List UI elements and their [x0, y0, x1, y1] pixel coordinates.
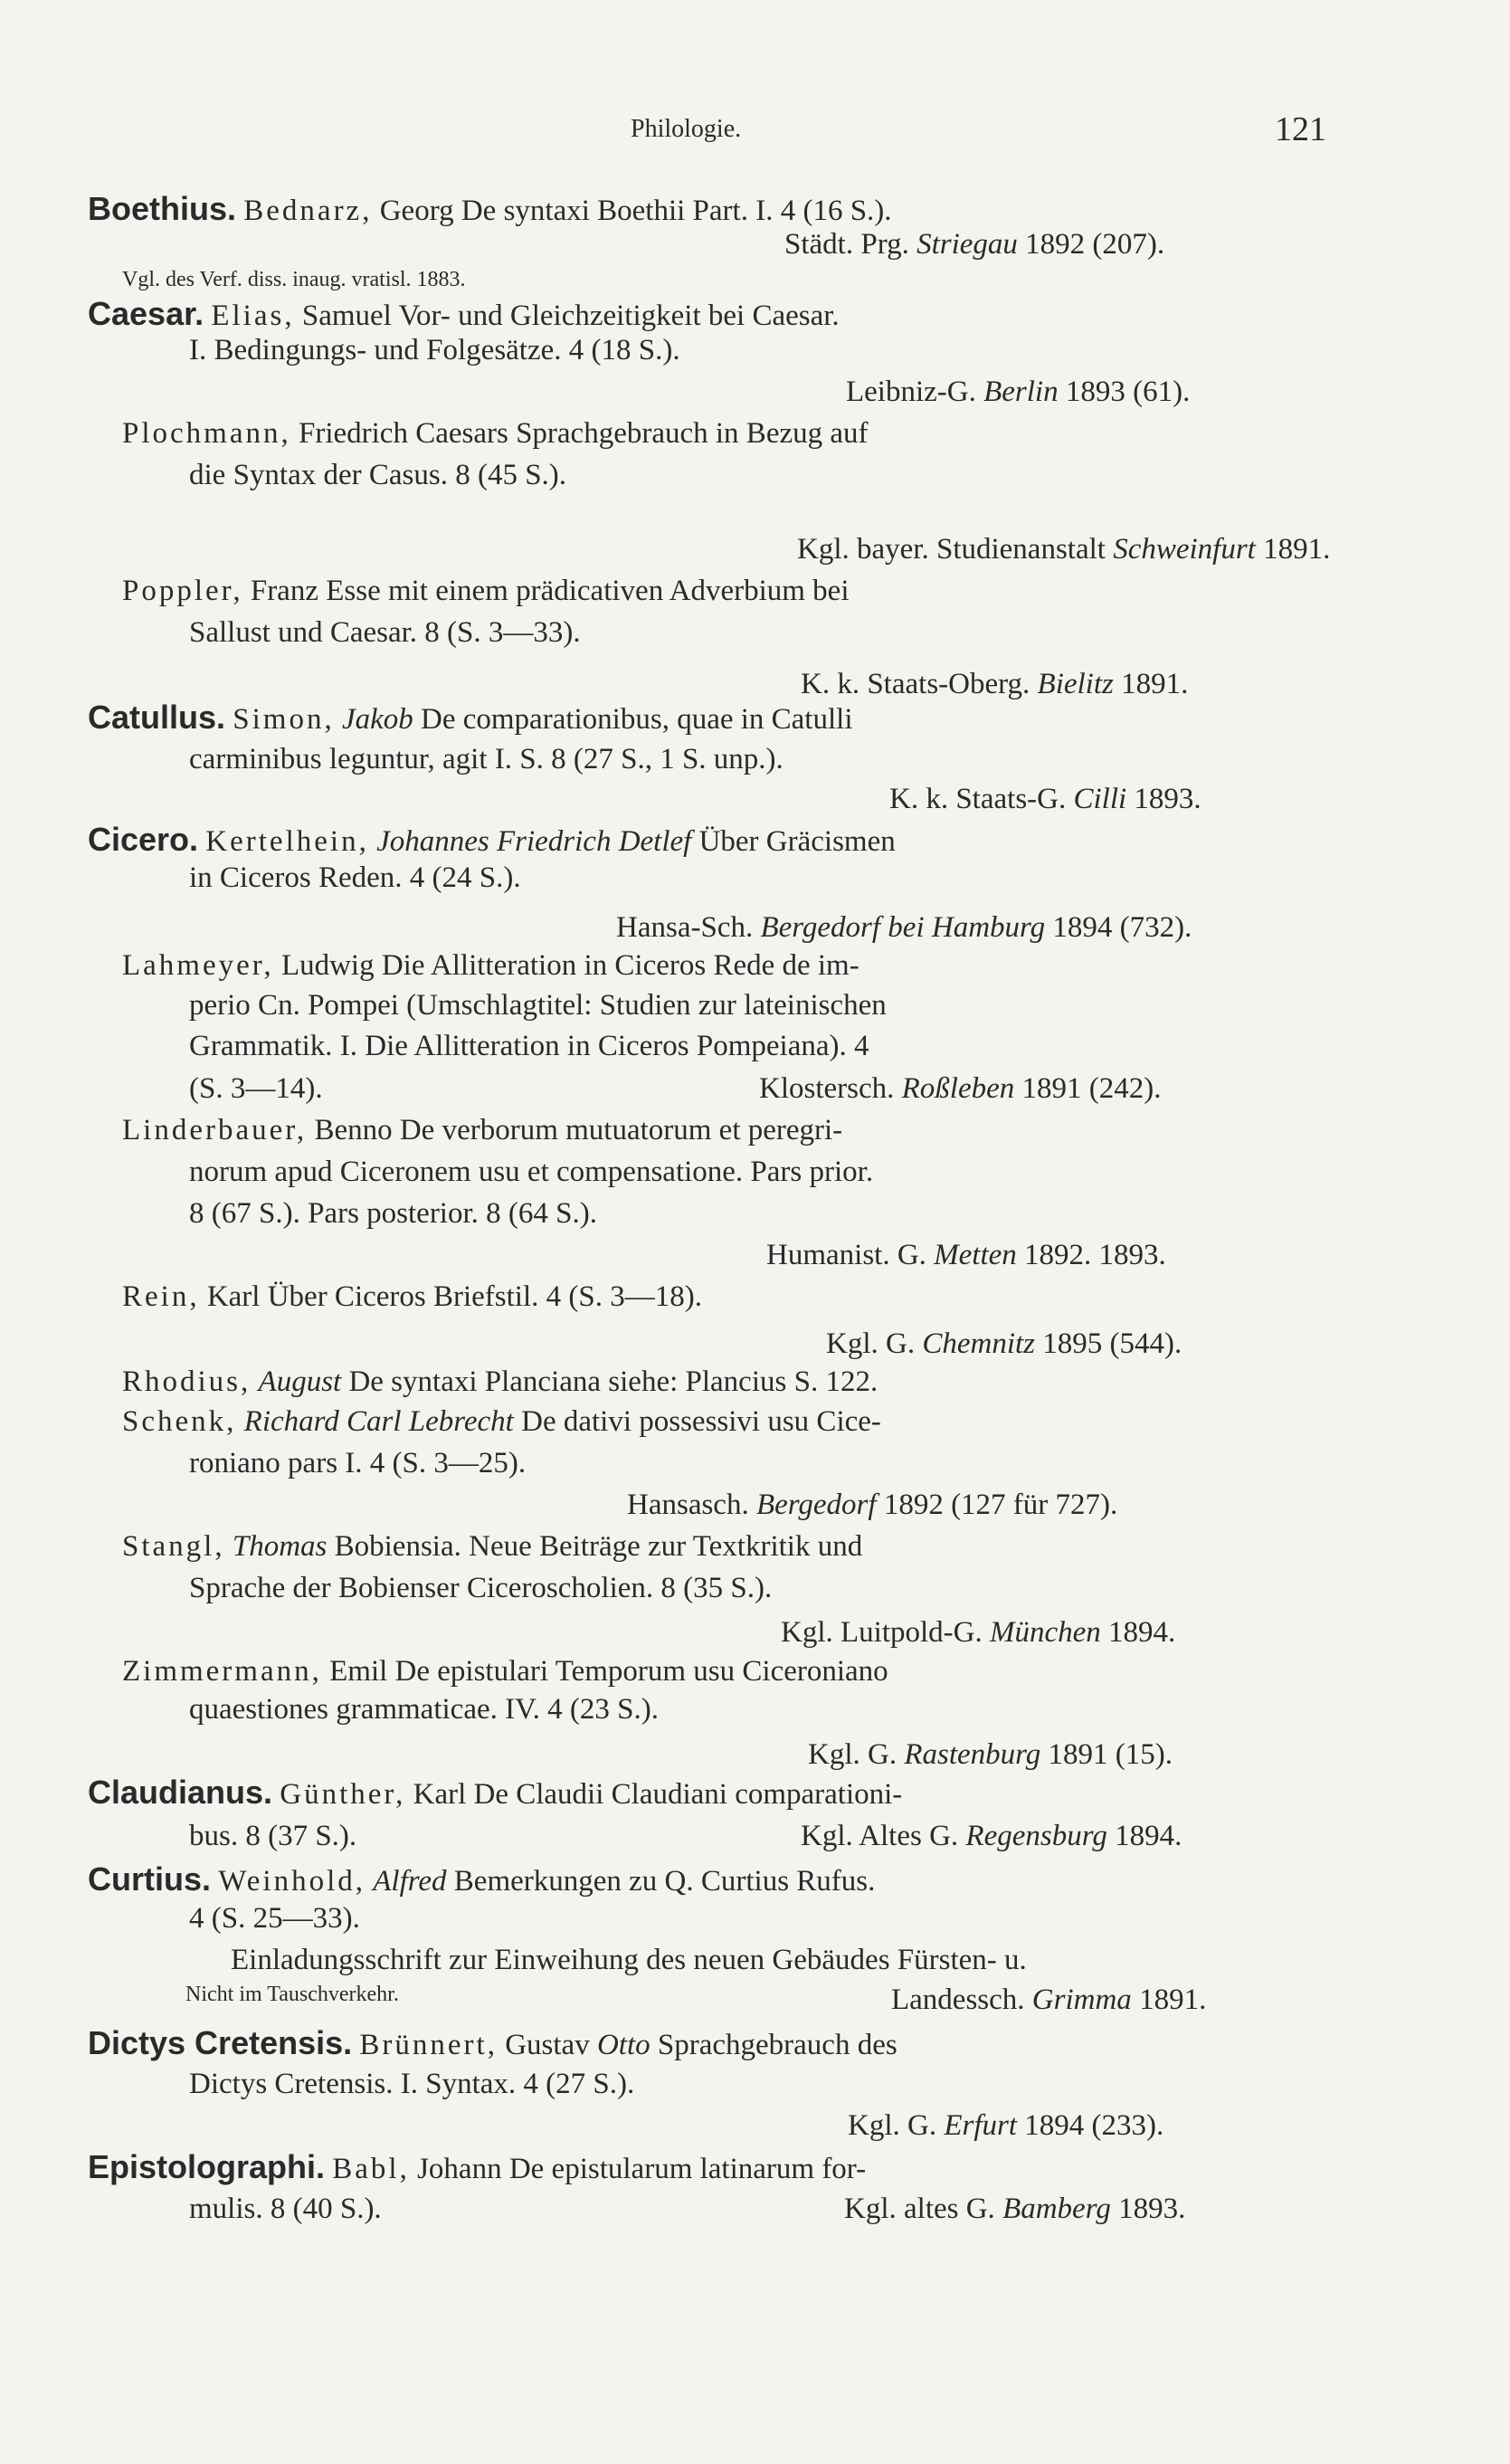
- running-title: Philologie.: [631, 115, 742, 143]
- entry-line: [88, 1770, 902, 1817]
- year: 1894.: [1108, 1616, 1176, 1649]
- page-header: [0, 107, 1510, 152]
- year: 1892. 1893.: [1024, 1239, 1166, 1271]
- note: Vgl. des Verf. diss. inaug. vratisl. 1883.: [122, 268, 466, 291]
- entry-plochmann-line2: [0, 452, 1510, 498]
- entry-lahmeyer-line2: [0, 983, 1510, 1028]
- title-text: De comparationibus, quae in Catulli: [413, 703, 853, 736]
- city: Bielitz: [1037, 668, 1114, 700]
- entry-elias-line3: [0, 369, 1510, 414]
- school: Kgl. Luitpold-G.: [781, 1616, 983, 1649]
- note: Nicht im Tauschverkehr.: [185, 1983, 399, 2006]
- title-text: Sprache der Bobienser Ciceroscholien. 8 (35 S.).: [189, 1572, 773, 1604]
- city: Bamberg: [1002, 2193, 1111, 2225]
- city: Erfurt: [944, 2109, 1018, 2142]
- page-number: 121: [1275, 110, 1326, 148]
- author-heading: Claudianus.: [88, 1774, 273, 1811]
- city: Bergedorf bei Hamburg: [760, 911, 1046, 944]
- entry-dictys-line3: [0, 2103, 1510, 2148]
- first-name: August: [258, 1365, 342, 1398]
- school: Städt. Prg.: [784, 228, 909, 261]
- school-line: [759, 1066, 1162, 1111]
- title-text: Benno De verborum mutuatorum et peregri-: [307, 1114, 843, 1146]
- entry-linderbauer-line4: [0, 1232, 1510, 1278]
- title-text: Sallust und Caesar. 8 (S. 3—33).: [189, 616, 581, 649]
- author-name: Poppler,: [122, 575, 243, 607]
- entry-claudianus-line2: [0, 1813, 1510, 1859]
- school-line: [844, 2186, 1185, 2231]
- entry-epistolographi-line2: [0, 2186, 1510, 2231]
- author-name: Schenk,: [122, 1405, 237, 1438]
- city: Cilli: [1073, 783, 1127, 815]
- title-text: Gustav: [497, 2029, 597, 2061]
- title-text: Franz Esse mit einem prädicativen Adverbium bei: [242, 575, 850, 607]
- entry-schenk-line2: [0, 1441, 1510, 1486]
- school: Humanist. G.: [766, 1239, 926, 1271]
- year: 1894.: [1115, 1820, 1182, 1852]
- title-text: perio Cn. Pompei (Umschlagtitel: Studien zur lateinischen: [189, 989, 887, 1022]
- author-heading: Epistolographi.: [88, 2148, 326, 2185]
- entry-line: [88, 695, 852, 742]
- title-text: Karl De Claudii Claudiani comparationi-: [405, 1778, 903, 1811]
- entry-line: [122, 1274, 702, 1319]
- title-text: Samuel Vor- und Gleichzeitigkeit bei Caesar.: [294, 300, 840, 332]
- first-name: Richard Carl Lebrecht: [243, 1405, 514, 1438]
- author-name: Kertelhein,: [205, 825, 369, 858]
- entry-line: [122, 1359, 878, 1404]
- title-text: roniano pars I. 4 (S. 3—25).: [189, 1447, 527, 1479]
- title-text: carminibus leguntur, agit I. S. 8 (27 S., 1 S. unp.).: [189, 743, 783, 775]
- entry-line: [122, 1524, 862, 1569]
- entry-dictys-line1: [0, 2021, 1510, 2066]
- author-name: Weinhold,: [218, 1865, 366, 1898]
- title-text: Bemerkungen zu Q. Curtius Rufus.: [446, 1865, 876, 1898]
- school-line: [801, 1813, 1182, 1859]
- year: 1892 (207).: [1025, 228, 1165, 261]
- year: 1892 (127 für 727).: [883, 1489, 1118, 1521]
- title-text: Emil De epistulari Temporum usu Ciceroniano: [321, 1655, 888, 1688]
- entry-rhodius-line1: [0, 1359, 1510, 1404]
- first-name: Otto: [596, 2029, 651, 2061]
- entry-dictys-line2: [0, 2061, 1510, 2107]
- title-text: in Ciceros Reden. 4 (24 S.).: [189, 861, 521, 894]
- author-name: Babl,: [332, 2153, 410, 2185]
- entry-plochmann-line1: [0, 411, 1510, 456]
- entry-linderbauer-line3: [0, 1191, 1510, 1236]
- author-heading: Cicero.: [88, 821, 199, 858]
- title-text: mulis. 8 (40 S.).: [189, 2193, 382, 2225]
- author-name: Lahmeyer,: [122, 949, 274, 982]
- author-name: Zimmermann,: [122, 1655, 322, 1688]
- year: 1893.: [1118, 2193, 1186, 2225]
- entry-claudianus-line1: [0, 1770, 1510, 1815]
- school: Hansasch.: [627, 1489, 749, 1521]
- year: 1894 (732).: [1052, 911, 1192, 944]
- year: 1895 (544).: [1042, 1327, 1182, 1360]
- city: Berlin: [983, 376, 1059, 408]
- year: 1893 (61).: [1065, 376, 1191, 408]
- title-text: bus. 8 (37 S.).: [189, 1820, 357, 1852]
- first-name: Jakob: [341, 703, 413, 736]
- year: 1891.: [1139, 1984, 1207, 2016]
- school-line: [627, 1482, 1117, 1527]
- title-text: Karl Über Ciceros Briefstil. 4 (S. 3—18).: [199, 1280, 702, 1313]
- entry-zimmermann-line2: [0, 1687, 1510, 1732]
- school: Klostersch.: [759, 1072, 895, 1105]
- entry-curtius-line4: [0, 1977, 1510, 2022]
- city: Metten: [934, 1239, 1017, 1271]
- school: Kgl. Altes G.: [801, 1820, 959, 1852]
- entry-epistolographi-line1: [0, 2145, 1510, 2190]
- entry-poppler-line2: [0, 610, 1510, 655]
- school-line: [889, 776, 1201, 822]
- city: Bergedorf: [755, 1489, 877, 1521]
- author-name: Stangl,: [122, 1530, 225, 1563]
- entry-catullus-line1: [0, 695, 1510, 740]
- entry-plochmann-line3: [0, 527, 1510, 572]
- entry-line: [122, 1108, 842, 1153]
- first-name: Johannes Friedrich Detlef: [376, 825, 692, 858]
- author-name: Günther,: [280, 1778, 406, 1811]
- city: Chemnitz: [922, 1327, 1036, 1360]
- school: Kgl. bayer. Studienanstalt: [797, 533, 1106, 566]
- entry-line: [122, 943, 859, 988]
- entry-curtius-line2: [0, 1896, 1510, 1941]
- title-text: quaestiones grammaticae. IV. 4 (23 S.).: [189, 1693, 660, 1726]
- year: 1894 (233).: [1024, 2109, 1164, 2142]
- school: Kgl. G.: [808, 1738, 897, 1771]
- school: Kgl. altes G.: [844, 2193, 995, 2225]
- author-name: Rein,: [122, 1280, 200, 1313]
- title-text: 4 (S. 25—33).: [189, 1902, 360, 1935]
- school-line: [848, 2103, 1163, 2148]
- entry-stangl-line2: [0, 1565, 1510, 1611]
- author-name: Simon,: [233, 703, 335, 736]
- entry-linderbauer-line2: [0, 1149, 1510, 1194]
- title-text: die Syntax der Casus. 8 (45 S.).: [189, 459, 567, 491]
- school: K. k. Staats-Oberg.: [801, 668, 1030, 700]
- city: Striegau: [916, 228, 1018, 261]
- entry-lahmeyer-line3: [0, 1023, 1510, 1069]
- entry-lahmeyer-line1: [0, 943, 1510, 988]
- school-line: [891, 1977, 1206, 2022]
- year: 1891 (15).: [1048, 1738, 1173, 1771]
- school: Kgl. G.: [848, 2109, 937, 2142]
- title-text: I. Bedingungs- und Folgesätze. 4 (18 S.).: [189, 334, 680, 366]
- title-text: Johann De epistularum latinarum for-: [409, 2153, 867, 2185]
- entry-schenk-line3: [0, 1482, 1510, 1527]
- author-name: Elias,: [211, 300, 295, 332]
- entry-stangl-line1: [0, 1524, 1510, 1569]
- author-heading: Boethius.: [88, 190, 237, 227]
- entry-catullus-line2: [0, 737, 1510, 782]
- year: 1893.: [1134, 783, 1201, 815]
- city: Regensburg: [965, 1820, 1107, 1852]
- title-text: De syntaxi Planciana siehe: Plancius S. 122.: [341, 1365, 878, 1398]
- title-text: Ludwig Die Allitteration in Ciceros Rede de im-: [273, 949, 859, 982]
- city: München: [989, 1616, 1101, 1649]
- author-heading: Dictys Cretensis.: [88, 2024, 353, 2061]
- author-heading: Caesar.: [88, 295, 204, 332]
- school-line: [766, 1232, 1166, 1278]
- title-text: 8 (67 S.). Pars posterior. 8 (64 S.).: [189, 1197, 597, 1230]
- school-line: [846, 369, 1190, 414]
- city: Rastenburg: [904, 1738, 1041, 1771]
- author-heading: Curtius.: [88, 1860, 212, 1898]
- year: 1891.: [1121, 668, 1189, 700]
- entry-rein-line1: [0, 1274, 1510, 1319]
- entry-line: [122, 411, 869, 456]
- first-name: Thomas: [232, 1530, 328, 1563]
- school: Landessch.: [891, 1984, 1025, 2016]
- author-heading: Catullus.: [88, 699, 226, 736]
- city: Schweinfurt: [1113, 533, 1256, 566]
- entry-poppler-line1: [0, 568, 1510, 614]
- title-text: norum apud Ciceronem usu et compensatione. Pars prior.: [189, 1156, 874, 1188]
- title-text: Grammatik. I. Die Allitteration in Ciceros Pompeiana). 4: [189, 1030, 869, 1062]
- city: Roßleben: [901, 1072, 1015, 1105]
- school: Leibniz-G.: [846, 376, 976, 408]
- entry-line: [88, 2145, 866, 2192]
- title-text: Bobiensia. Neue Beiträge zur Textkritik und: [327, 1530, 863, 1563]
- author-name: Bednarz,: [243, 195, 373, 227]
- author-name: Brünnert,: [359, 2029, 498, 2061]
- year: 1891 (242).: [1021, 1072, 1162, 1105]
- title-text: De dativi possessivi usu Cice-: [513, 1405, 881, 1438]
- title-text: Über Gräcismen: [691, 825, 896, 858]
- entry-line: [122, 568, 850, 614]
- school: Hansa-Sch.: [616, 911, 754, 944]
- title-text: Einladungsschrift zur Einweihung des neuen Gebäudes Fürsten- u.: [231, 1944, 1027, 1976]
- school: Kgl. G.: [826, 1327, 916, 1360]
- title-text: Georg De syntaxi Boethii Part. I. 4 (16 S.).: [372, 195, 892, 227]
- title-text: Friedrich Caesars Sprachgebrauch in Bezug auf: [290, 417, 869, 450]
- school-line: [797, 527, 1330, 572]
- entry-catullus-line3: [0, 776, 1510, 822]
- first-name: Alfred: [373, 1865, 447, 1898]
- title-text: Dictys Cretensis. I. Syntax. 4 (27 S.).: [189, 2068, 635, 2100]
- entry-line: [122, 1399, 881, 1444]
- entry-schenk-line1: [0, 1399, 1510, 1444]
- entry-lahmeyer-line4: [0, 1066, 1510, 1111]
- city: Grimma: [1031, 1984, 1132, 2016]
- year: 1891.: [1263, 533, 1331, 566]
- entry-linderbauer-line1: [0, 1108, 1510, 1153]
- author-name: Linderbauer,: [122, 1114, 308, 1146]
- entry-elias-line2: [0, 328, 1510, 373]
- school: K. k. Staats-G.: [889, 783, 1067, 815]
- title-text: (S. 3—14).: [189, 1072, 323, 1105]
- title-text: Sprachgebrauch des: [650, 2029, 897, 2061]
- author-name: Rhodius,: [122, 1365, 252, 1398]
- author-name: Plochmann,: [122, 417, 291, 450]
- entry-kertelhein-line2: [0, 855, 1510, 900]
